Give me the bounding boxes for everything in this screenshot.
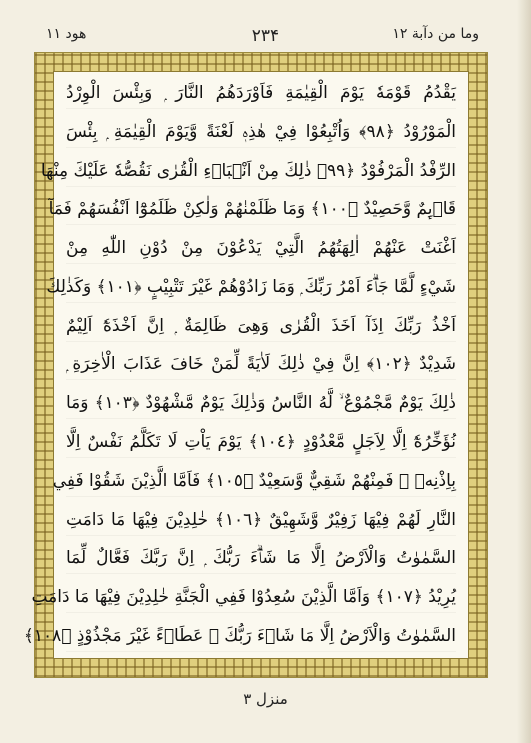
verse-line: النَّارِ لَهُمْ فِيْهَا زَفِيْرٌ وَّشَهِيْقٌ ﴿١٠٦﴾ خٰلِدِيْنَ فِيْهَا مَا دَامَتِ [66, 505, 456, 536]
verse-line: السَّمٰوٰتُ وَالْاَرْضُ اِلَّا مَا شَاۗءَ رَبُّكَ ۭ عَطَاۗءً غَيْرَ مَجْذُوْذٍ ﴿١٠٨﴾ [66, 621, 456, 652]
verse-line: نُؤَخِّرُهٗٓ اِلَّا لِاَجَلٍ مَّعْدُوْدٍ ﴿١٠٤﴾ يَوْمَ يَاْتِ لَا تَكَلَّمُ نَفْسٌ اِلَّا [66, 427, 456, 458]
verse-line: شَيْءٍ لَّمَّا جَاۗءَ اَمْرُ رَبِّكَ ۭ وَمَا زَادُوْهُمْ غَيْرَ تَتْبِيْبٍ ﴿١٠١﴾ وَكَذٰلِكَ [66, 272, 456, 303]
page-number: ۲۳۴ [251, 26, 280, 46]
verse-line: ذٰلِكَ يَوْمٌ مَّجْمُوْعٌ ۙ لَّهُ النَّاسُ وَذٰلِكَ يَوْمٌ مَّشْهُوْدٌ ﴿١٠٣﴾ وَمَا [66, 388, 456, 419]
verse-line: شَدِيْدٌ ﴿١٠٢﴾ اِنَّ فِيْ ذٰلِكَ لَاٰيَةً لِّمَنْ خَافَ عَذَابَ الْاٰخِرَةِ ۭ [66, 349, 456, 380]
paper-edge [517, 0, 531, 743]
verse-line: الرِّفْدُ الْمَرْفُوْدُ ﴿٩٩﴾ ذٰلِكَ مِنْ اَنْۢبَاۗءِ الْقُرٰى نَقُصُّهٗ عَلَيْكَ مِنْهَا [66, 156, 456, 187]
verse-line: السَّمٰوٰتُ وَالْاَرْضُ اِلَّا مَا شَاۗءَ رَبُّكَ ۭ اِنَّ رَبَّكَ فَعَّالٌ لِّمَا [66, 543, 456, 574]
verse-line: يُرِيْدُ ﴿١٠٧﴾ وَاَمَّا الَّذِيْنَ سُعِدُوْا فَفِي الْجَنَّةِ خٰلِدِيْنَ فِيْهَا مَا دَامَتِ [66, 582, 456, 613]
verse-line: اَخْذُ رَبِّكَ اِذَآ اَخَذَ الْقُرٰى وَهِىَ ظَالِمَةٌ ۭ اِنَّ اَخْذَهٗٓ اَلِيْمٌ [66, 311, 456, 342]
verse-line: يَقْدُمُ قَوْمَهٗ يَوْمَ الْقِيٰمَةِ فَاَوْرَدَهُمُ النَّارَ ۭ وَبِئْسَ الْوِرْدُ [66, 78, 456, 109]
page-header [0, 0, 531, 50]
verse-line: الْمَوْرُوْدُ ﴿٩٨﴾ وَاُتْبِعُوْا فِيْ هٰذِهٖ لَعْنَةً وَّيَوْمَ الْقِيٰمَةِ ۭ بِئْسَ [66, 117, 456, 148]
manzil-label: منزل ۳ [243, 690, 288, 708]
text-panel [23, 71, 469, 659]
verse-line: اَغْنَتْ عَنْهُمْ اٰلِهَتُهُمُ الَّتِيْ يَدْعُوْنَ مِنْ دُوْنِ اللّٰهِ مِنْ [66, 233, 456, 264]
para-name: وما من دآبة ۱۲ [392, 26, 479, 42]
verse-line: بِاِذْنِهٖ ۚ فَمِنْهُمْ شَقِيٌّ وَّسَعِيْدٌ ﴿١٠٥﴾ فَاَمَّا الَّذِيْنَ شَقُوْا فَفِي [66, 466, 456, 497]
verse-lines [23, 78, 457, 652]
verse-line: قَاۗىِٕمٌ وَّحَصِيْدٌ ﴿١٠٠﴾ وَمَا ظَلَمْنٰهُمْ وَلٰكِنْ ظَلَمُوْٓا اَنْفُسَهُمْ فَمَآ [66, 194, 456, 225]
decorative-border [23, 52, 488, 678]
surah-name: هود ۱۱ [46, 26, 87, 42]
